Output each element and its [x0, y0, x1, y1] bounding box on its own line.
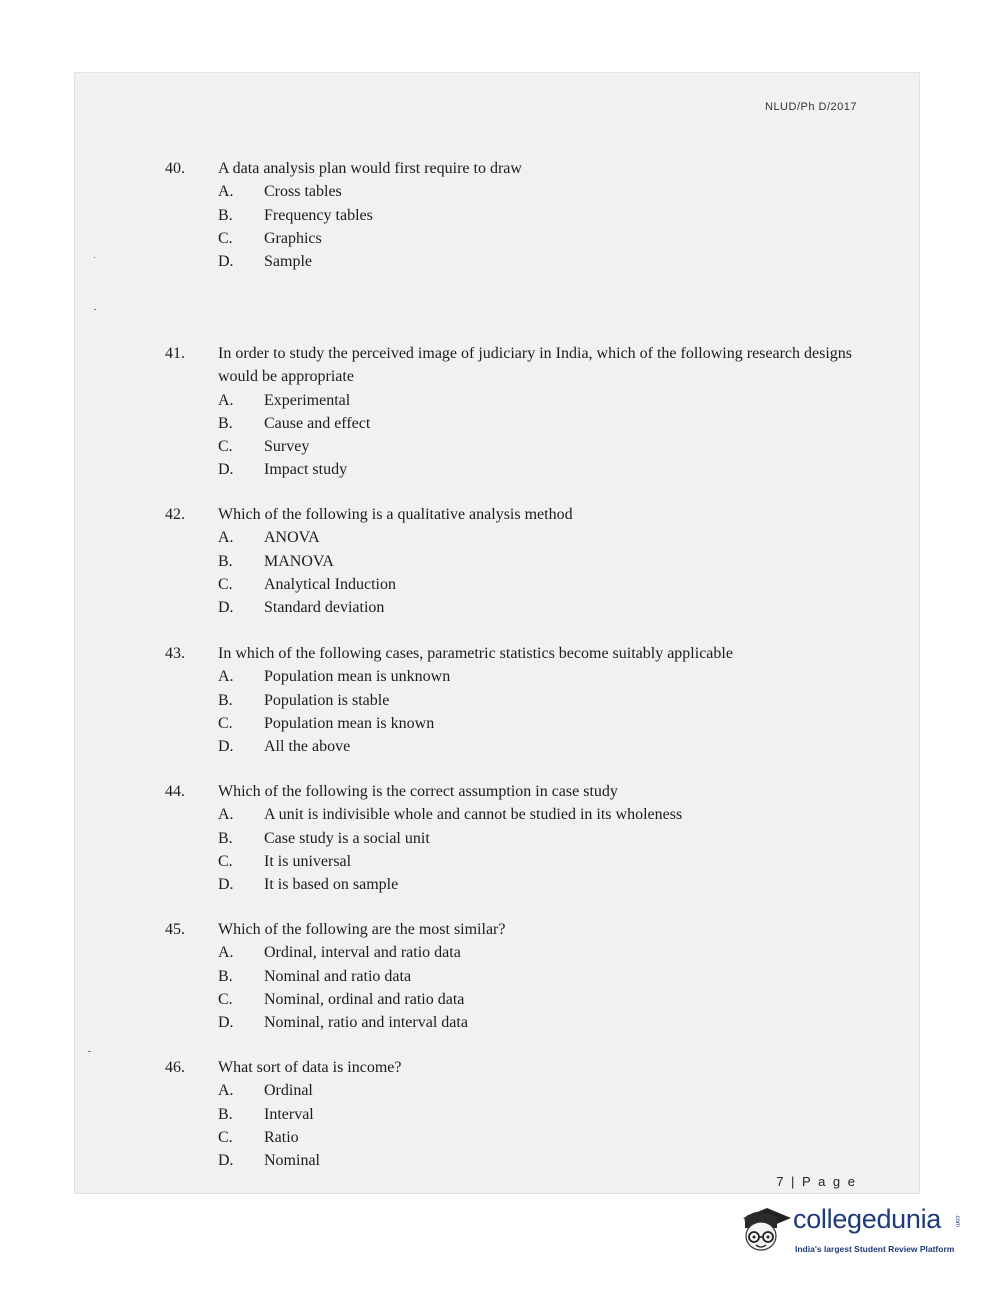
- option-text: Ratio: [264, 1128, 299, 1146]
- option-letter: C.: [218, 575, 233, 593]
- question-text: In which of the following cases, parametric statistics become suitably applicable: [218, 645, 733, 662]
- option-letter: A.: [218, 183, 234, 201]
- option-d: [165, 735, 885, 758]
- option-c: [165, 712, 885, 735]
- question-number: 46.: [165, 1059, 185, 1076]
- option-text: Ordinal: [264, 1082, 313, 1100]
- option-c: [165, 1126, 885, 1149]
- scan-speck: [94, 257, 95, 258]
- option-d: [165, 250, 885, 273]
- option-b: [165, 412, 885, 435]
- option-letter: B.: [218, 691, 233, 709]
- option-letter: C.: [218, 714, 233, 732]
- option-letter: C.: [218, 1128, 233, 1146]
- option-letter: B.: [218, 967, 233, 985]
- option-text: All the above: [264, 738, 351, 756]
- brand-suffix: .com: [954, 1214, 960, 1228]
- question-number: 41.: [165, 345, 185, 362]
- option-a: [165, 389, 885, 412]
- option-b: [165, 1103, 885, 1126]
- option-c: [165, 850, 885, 873]
- option-c: [165, 573, 885, 596]
- option-text: Cross tables: [264, 183, 342, 201]
- option-text: Case study is a social unit: [264, 829, 430, 847]
- option-text: ANOVA: [264, 529, 320, 547]
- question-number: 42.: [165, 506, 185, 523]
- question-text: Which of the following are the most similar?: [218, 921, 506, 938]
- option-text: Population is stable: [264, 691, 390, 709]
- option-letter: B.: [218, 206, 233, 224]
- option-letter: D.: [218, 876, 234, 894]
- option-letter: A.: [218, 944, 234, 962]
- option-letter: D.: [218, 461, 234, 479]
- option-text: Experimental: [264, 391, 351, 409]
- option-b: [165, 689, 885, 712]
- question-number: 43.: [165, 645, 185, 662]
- option-b: [165, 550, 885, 573]
- option-text: Analytical Induction: [264, 575, 396, 593]
- question-number: 44.: [165, 783, 185, 800]
- option-text: Frequency tables: [264, 206, 373, 224]
- option-c: [165, 435, 885, 458]
- option-letter: C.: [218, 852, 233, 870]
- collegedunia-logo[interactable]: [737, 1200, 967, 1260]
- option-text: A unit is indivisible whole and cannot be studied in its wholeness: [264, 806, 683, 824]
- option-letter: C.: [218, 229, 233, 247]
- option-d: [165, 1149, 885, 1172]
- option-text: Nominal: [264, 1152, 320, 1170]
- question-text: In order to study the perceived image of judiciary in India, which of the following research designs would be appropriate: [218, 345, 853, 386]
- option-a: [165, 526, 885, 549]
- option-text: Nominal, ordinal and ratio data: [264, 990, 465, 1008]
- option-text: Graphics: [264, 229, 322, 247]
- option-b: [165, 204, 885, 227]
- question-text: Which of the following is the correct assumption in case study: [218, 783, 618, 800]
- option-d: [165, 596, 885, 619]
- question-42: [165, 503, 885, 619]
- option-text: Sample: [264, 253, 312, 271]
- option-c: [165, 227, 885, 250]
- option-letter: D.: [218, 599, 234, 617]
- option-letter: B.: [218, 829, 233, 847]
- option-letter: A.: [218, 1082, 234, 1100]
- option-b: [165, 965, 885, 988]
- option-letter: A.: [218, 668, 234, 686]
- question-44: [165, 780, 885, 896]
- option-text: Ordinal, interval and ratio data: [264, 944, 461, 962]
- question-43: [165, 642, 885, 758]
- option-text: Standard deviation: [264, 599, 385, 617]
- option-letter: D.: [218, 253, 234, 271]
- question-text: Which of the following is a qualitative analysis method: [218, 506, 573, 523]
- option-letter: B.: [218, 552, 233, 570]
- brand-tagline: India's largest Student Review Platform: [795, 1244, 955, 1254]
- option-b: [165, 827, 885, 850]
- question-41: [165, 342, 885, 482]
- option-a: [165, 1079, 885, 1102]
- option-d: [165, 1011, 885, 1034]
- option-text: It is universal: [264, 852, 352, 870]
- option-text: Population mean is unknown: [264, 668, 451, 686]
- question-text: A data analysis plan would first require to draw: [218, 160, 522, 177]
- question-text: What sort of data is income?: [218, 1059, 402, 1076]
- page-number: 7 | P a g e: [776, 1174, 857, 1189]
- mascot-icon: [737, 1202, 791, 1256]
- option-text: Nominal, ratio and interval data: [264, 1014, 468, 1032]
- option-text: MANOVA: [264, 552, 334, 570]
- option-a: [165, 180, 885, 203]
- option-c: [165, 988, 885, 1011]
- option-letter: D.: [218, 738, 234, 756]
- option-letter: C.: [218, 990, 233, 1008]
- scan-speck: [88, 1051, 91, 1052]
- question-46: [165, 1056, 885, 1172]
- option-a: [165, 941, 885, 964]
- scan-speck: [94, 309, 96, 310]
- option-letter: C.: [218, 438, 233, 456]
- option-letter: B.: [218, 414, 233, 432]
- option-letter: D.: [218, 1014, 234, 1032]
- option-letter: D.: [218, 1152, 234, 1170]
- option-letter: A.: [218, 529, 234, 547]
- option-text: Impact study: [264, 461, 348, 479]
- question-40: [165, 157, 885, 273]
- option-letter: A.: [218, 806, 234, 824]
- option-text: Nominal and ratio data: [264, 967, 412, 985]
- option-letter: B.: [218, 1105, 233, 1123]
- option-a: [165, 665, 885, 688]
- option-text: Interval: [264, 1105, 314, 1123]
- option-letter: A.: [218, 391, 234, 409]
- option-a: [165, 803, 885, 826]
- option-d: [165, 873, 885, 896]
- option-text: Cause and effect: [264, 414, 371, 432]
- paper-code: NLUD/Ph D/2017: [765, 101, 857, 113]
- brand-name: collegedunia: [793, 1204, 942, 1234]
- question-number: 40.: [165, 160, 185, 177]
- option-d: [165, 458, 885, 481]
- option-text: Survey: [264, 438, 310, 456]
- option-text: Population mean is known: [264, 714, 435, 732]
- question-45: [165, 918, 885, 1034]
- option-text: It is based on sample: [264, 876, 399, 894]
- question-number: 45.: [165, 921, 185, 938]
- document-page: [74, 72, 920, 1194]
